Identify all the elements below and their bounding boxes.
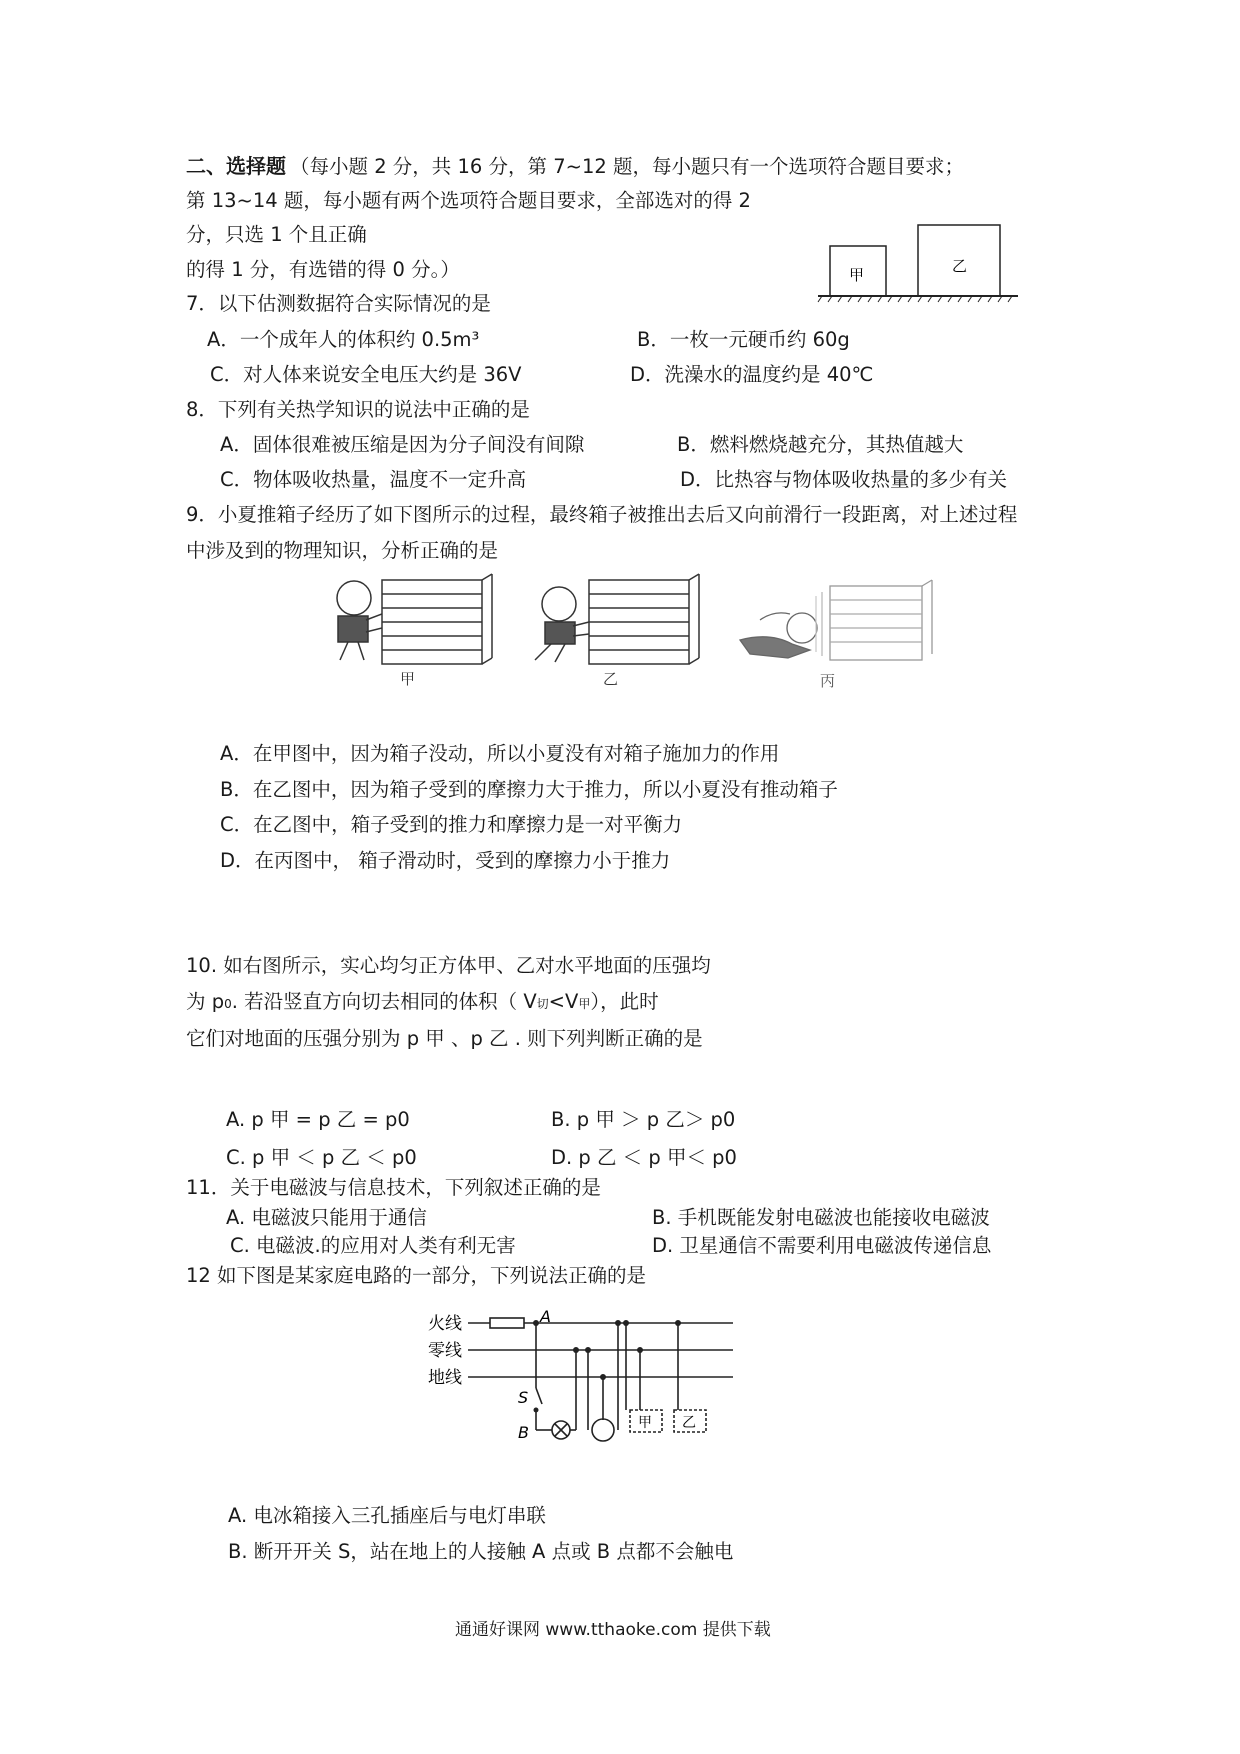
q9-option-a: A．在甲图中，因为箱子没动，所以小夏没有对箱子施加力的作用 bbox=[220, 742, 780, 765]
figure-bing-label: 丙 bbox=[820, 672, 836, 690]
q9-option-d: D．在丙图中， 箱子滑动时，受到的摩擦力小于推力 bbox=[220, 849, 671, 872]
q8-option-b: B．燃料燃烧越充分，其热值越大 bbox=[677, 433, 964, 456]
q10-option-d: D. p 乙 ＜ p 甲＜ p0 bbox=[551, 1146, 737, 1169]
q9-option-b: B．在乙图中，因为箱子受到的摩擦力大于推力，所以小夏没有推动箱子 bbox=[220, 778, 838, 801]
q10-line2-mid: . 若沿竖直方向切去相同的体积（ V bbox=[231, 990, 537, 1013]
q10-stem-line3: 它们对地面的压强分别为 p 甲 、p 乙 . 则下列判断正确的是 bbox=[186, 1027, 703, 1050]
person-jia-body bbox=[338, 616, 368, 642]
person-bing-head bbox=[787, 613, 817, 643]
q9-stem-line2: 中涉及到的物理知识，分析正确的是 bbox=[186, 539, 499, 562]
q12-option-b: B. 断开开关 S，站在地上的人接触 A 点或 B 点都不会触电 bbox=[228, 1540, 734, 1563]
figure-jia-label: 甲 bbox=[400, 670, 416, 688]
q7-option-b: B．一枚一元硬币约 60g bbox=[637, 328, 850, 351]
q10-line2-lt: <V bbox=[548, 990, 579, 1013]
q7-stem: 7．以下估测数据符合实际情况的是 bbox=[186, 292, 491, 315]
three-hole-socket bbox=[592, 1419, 614, 1441]
q8-option-a: A．固体很难被压缩是因为分子间没有间隙 bbox=[220, 433, 585, 456]
section-intro-line3: 分，只选 1 个且正确 bbox=[186, 223, 367, 246]
q10-v-jia-sub: 甲 bbox=[578, 997, 591, 1011]
q10-option-a: A. p 甲 = p 乙 = p0 bbox=[226, 1108, 410, 1131]
q11-option-a: A. 电磁波只能用于通信 bbox=[226, 1206, 427, 1229]
q10-line2-pre: 为 p bbox=[186, 990, 225, 1013]
appliance-yi-label: 乙 bbox=[682, 1415, 696, 1431]
cube-yi-label: 乙 bbox=[952, 257, 968, 275]
q8-option-d: D．比热容与物体吸收热量的多少有关 bbox=[680, 468, 1008, 491]
q8-stem: 8．下列有关热学知识的说法中正确的是 bbox=[186, 398, 530, 421]
point-a-label: A bbox=[540, 1307, 551, 1326]
ground-wire-label: 地线 bbox=[428, 1368, 462, 1388]
neutral-wire-label: 零线 bbox=[428, 1341, 462, 1361]
appliance-jia-label: 甲 bbox=[638, 1415, 652, 1431]
q10-option-c: C. p 甲 ＜ p 乙 ＜ p0 bbox=[226, 1146, 417, 1169]
q10-line2-post: ），此时 bbox=[590, 990, 659, 1013]
q7-option-a: A．一个成年人的体积约 0.5m³ bbox=[207, 328, 480, 351]
q10-p0-sub: 0 bbox=[224, 997, 232, 1011]
cubes-figure bbox=[818, 222, 1038, 302]
section-intro-line2: 第 13~14 题，每小题有两个选项符合题目要求，全部选对的得 2 bbox=[186, 189, 751, 212]
section-title: 二、选择题 bbox=[186, 154, 286, 178]
page-footer: 通通好课网 www.tthaoke.com 提供下载 bbox=[455, 1620, 771, 1640]
section-intro-line1: （每小题 2 分，共 16 分，第 7~12 题，每小题只有一个选项符合题目要求； bbox=[290, 155, 964, 178]
q10-stem-line2 bbox=[186, 992, 659, 1012]
person-yi-head bbox=[542, 587, 576, 621]
switch-s bbox=[536, 1388, 542, 1404]
q11-option-b: B. 手机既能发射电磁波也能接收电磁波 bbox=[652, 1206, 990, 1229]
q7-option-c: C．对人体来说安全电压大约是 36V bbox=[210, 363, 522, 386]
cube-jia-label: 甲 bbox=[849, 266, 865, 284]
live-wire-label: 火线 bbox=[428, 1314, 462, 1334]
point-b-label: B bbox=[518, 1423, 529, 1442]
figure-yi-label: 乙 bbox=[603, 670, 619, 688]
push-box-figures bbox=[320, 570, 940, 695]
figure-bing bbox=[740, 580, 932, 660]
q10-v-qie-sub: 切 bbox=[536, 997, 549, 1011]
switch-s-label: S bbox=[518, 1388, 529, 1407]
q8-option-c: C．物体吸收热量，温度不一定升高 bbox=[220, 468, 527, 491]
q12-option-a: A. 电冰箱接入三孔插座后与电灯串联 bbox=[228, 1504, 546, 1527]
person-yi-body bbox=[545, 622, 575, 644]
household-circuit-diagram bbox=[428, 1307, 758, 1442]
box-bing bbox=[830, 586, 922, 660]
fuse bbox=[490, 1318, 524, 1328]
section-intro-line4: 的得 1 分，有选错的得 0 分。） bbox=[186, 258, 460, 281]
q10-option-b: B. p 甲 ＞ p 乙＞ p0 bbox=[551, 1108, 736, 1131]
person-jia-head bbox=[337, 581, 371, 615]
q11-option-d: D. 卫星通信不需要利用电磁波传递信息 bbox=[652, 1234, 992, 1257]
person-bing-body bbox=[740, 637, 810, 658]
q10-stem-line1: 10. 如右图所示，实心均匀正方体甲、乙对水平地面的压强均 bbox=[186, 954, 711, 977]
q9-stem-line1: 9．小夏推箱子经历了如下图所示的过程，最终箱子被推出去后又向前滑行一段距离，对上述过程 bbox=[186, 503, 1018, 526]
q7-option-d: D．洗澡水的温度约是 40℃ bbox=[630, 363, 874, 386]
q11-stem: 11．关于电磁波与信息技术，下列叙述正确的是 bbox=[186, 1176, 601, 1199]
figure-yi bbox=[535, 574, 699, 664]
q12-stem: 12 如下图是某家庭电路的一部分，下列说法正确的是 bbox=[186, 1264, 647, 1287]
q11-option-c: C. 电磁波.的应用对人类有利无害 bbox=[230, 1234, 516, 1257]
q9-option-c: C．在乙图中，箱子受到的推力和摩擦力是一对平衡力 bbox=[220, 813, 683, 836]
figure-jia bbox=[337, 574, 492, 664]
